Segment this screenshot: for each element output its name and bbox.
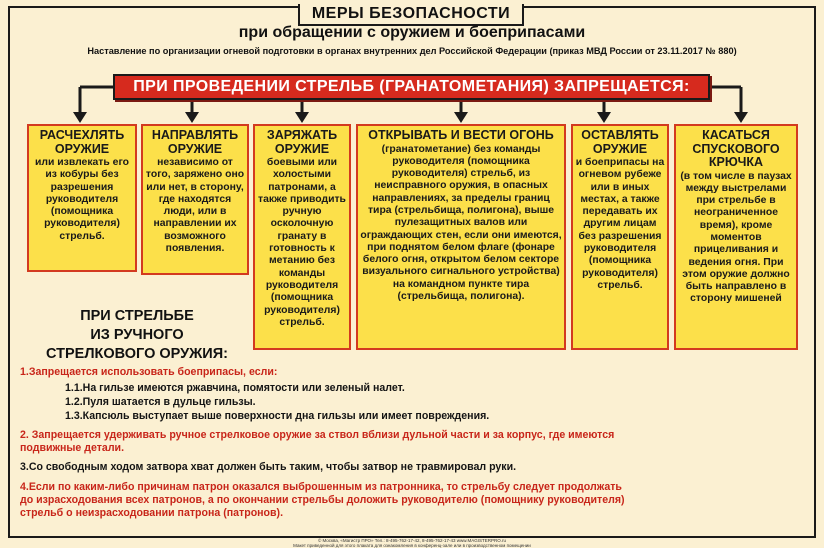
footer-line-1: © Москва, «Магистр ПРО» Тел.: 8-495-762-17-42, 8-495-762-17-43 www.MAGISTERPRO.ru [317,538,507,543]
arrow-head-2 [185,112,199,123]
card-unholster [27,124,137,272]
card-touch-trigger [674,124,798,350]
card-heading: РАСЧЕХЛЯТЬ ОРУЖИЕ [39,128,125,156]
hand-title-line-2: ИЗ РУЧНОГО [90,327,184,343]
card-heading: КАСАТЬСЯ СПУСКОВОГО КРЮЧКА [692,128,780,169]
card-open-fire [356,124,566,350]
card-load-weapon [253,124,351,350]
card-body: или извлекать его из кобуры без разрешения руководителя (помощника руководителя) стрельб. [35,157,129,242]
card-body: боевыми или холостыми патронами, а также приводить ручную осколочную гранату в готовность к метанию без команды руководителя (помощника руководителя) стрельб. [258,157,346,328]
card-body: (гранатометание) без команды руководителя (помощника руководителя) стрельб, из неисправного оружия, в опасных направлениях, за пределы границ тира (стрельбища, полигона), выше пулезащитных валов или ограждающих стен, если они имеются, при поднятом белом флаге (фонаре белого огня, открытом белом секторе визуального сигнального устройства) на командном пункте тира (стрельбища, полигона). [360,143,562,303]
card-body: и боеприпасы на огневом рубеже или в иных местах, а также передавать их другим лицам без разрешения руководителя (помощника руководителя) стрельб. [575,157,665,291]
hand-title-line-3: СТРЕЛКОВОГО ОРУЖИЯ: [46,346,228,362]
arrow-head-6 [734,112,748,123]
card-body: независимо от того, заряжено оно или нет, в сторону, где находятся люди, или в направлении их возможного появления. [145,157,245,255]
card-heading: НАПРАВЛЯТЬ ОРУЖИЕ [151,128,239,156]
card-leave-weapon [571,124,669,350]
poster-subtitle: при обращении с оружием и боеприпасами [238,24,586,41]
card-point-weapon [141,124,249,275]
rule-3: 3.Со свободным ходом затвора хват должен быть таким, чтобы затвор не травмировал руки. [20,461,517,473]
rule-4-line-1: 4.Если по каким-либо причинам патрон оказался выброшенным из патронника, то стрельбу следует продолжать [20,481,622,493]
rule-4-line-3: стрельб о неизрасходовании патрона (патронов). [20,507,284,519]
regulation-reference: Наставление по организации огневой подготовки в органах внутренних дел Российской Федерации (приказ МВД России от 23.11.2017 № 880) [87,46,737,56]
poster-title: МЕРЫ БЕЗОПАСНОСТИ [298,4,524,26]
arrow-head-4 [454,112,468,123]
rule-4-line-2: до израсходования всех патронов, а по окончании стрельбы доложить руководителю (помощнику руководителя) [20,494,625,506]
hand-title-line-1: ПРИ СТРЕЛЬБЕ [80,308,194,324]
card-heading: ОТКРЫВАТЬ И ВЕСТИ ОГОНЬ [368,128,554,142]
card-heading: ОСТАВЛЯТЬ ОРУЖИЕ [581,128,659,156]
arrow-head-1 [73,112,87,123]
hand-weapon-section-title [22,307,252,364]
rule-2-line-2: подвижные детали. [20,442,125,454]
rule-1-1: 1.1.На гильзе имеются ржавчина, помятости или зеленый налет. [65,382,405,394]
publisher-footer [0,538,824,548]
card-heading: ЗАРЯЖАТЬ ОРУЖИЕ [266,128,338,156]
rule-1: 1.Запрещается использовать боеприпасы, если: [20,366,278,378]
prohibition-banner: ПРИ ПРОВЕДЕНИИ СТРЕЛЬБ (ГРАНАТОМЕТАНИЯ) ЗАПРЕЩАЕТСЯ: [113,74,710,100]
card-body: (в том числе в паузах между выстрелами при стрельбе в неограниченное время), кроме моментов прицеливания и ведения огня. При этом оружие должно быть направлено в сторону мишеней [680,170,792,305]
rule-1-3: 1.3.Капсюль выступает выше поверхности дна гильзы или имеет повреждения. [65,410,490,422]
rule-2-line-1: 2. Запрещается удерживать ручное стрелковое оружие за ствол вблизи дульной части и за корпус, где имеются [20,429,615,441]
arrow-head-3 [295,112,309,123]
arrow-head-5 [597,112,611,123]
footer-line-2: Макет приведенной для этого плаката для ознакомления в конференц-зале или в производственном помещении [293,543,531,548]
rule-1-2: 1.2.Пуля шатается в дульце гильзы. [65,396,256,408]
